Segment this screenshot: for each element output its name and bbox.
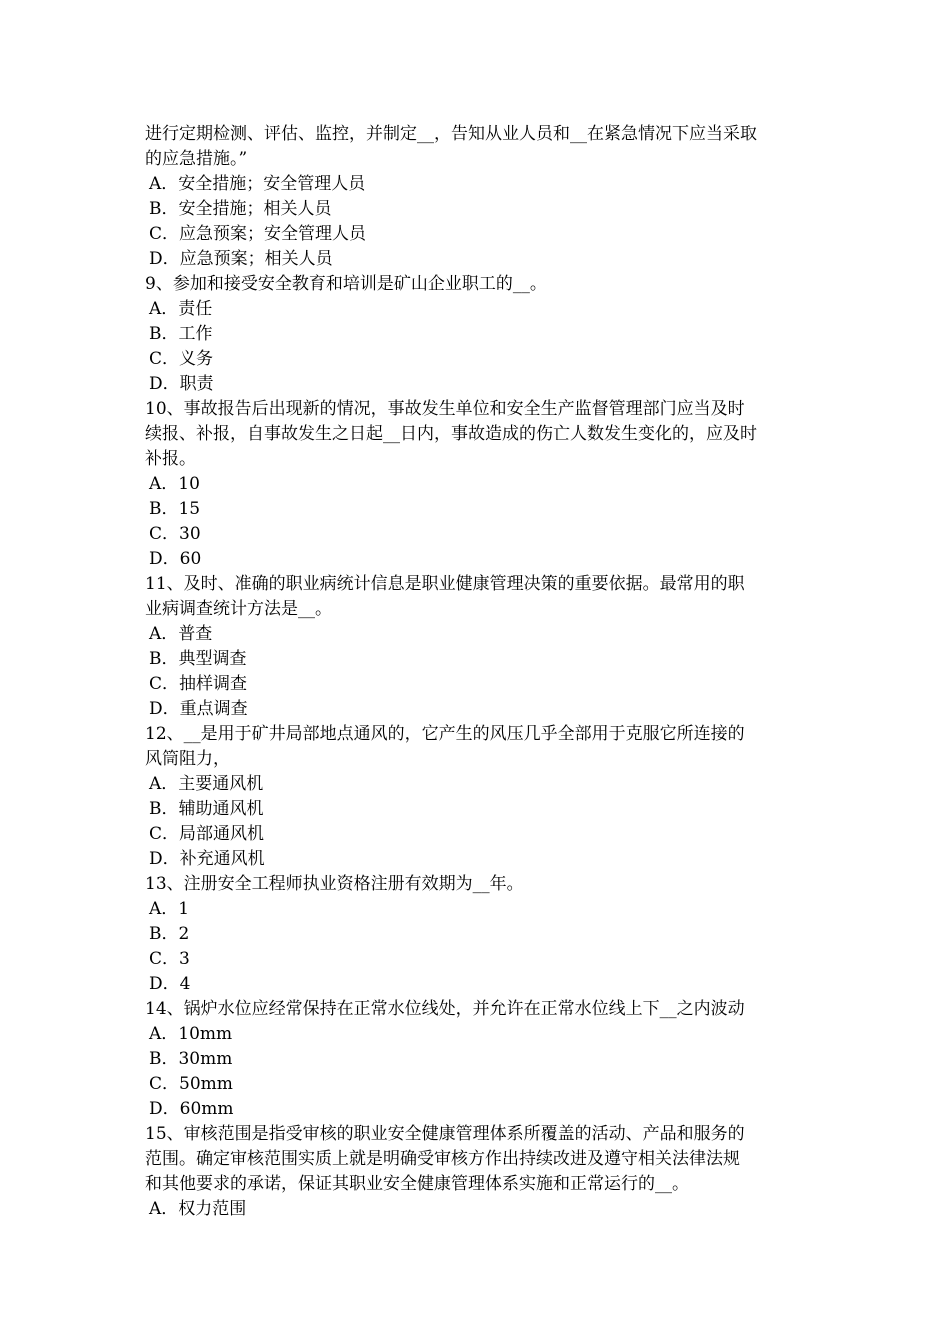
answer-option: B．2 — [149, 924, 190, 944]
question-text-line: 进行定期检测、评估、监控，并制定__，告知从业人员和__在紧急情况下应当采取 — [145, 124, 757, 144]
answer-option: B．15 — [149, 499, 201, 519]
question-text-line: 业病调查统计方法是__。 — [145, 599, 332, 619]
question-text-line: 15、审核范围是指受审核的职业安全健康管理体系所覆盖的活动、产品和服务的 — [145, 1124, 745, 1144]
question-text-line: 和其他要求的承诺，保证其职业安全健康管理体系实施和正常运行的__。 — [145, 1174, 689, 1194]
question-text-line: 续报、补报，自事故发生之日起__日内，事故造成的伤亡人数发生变化的，应及时 — [145, 424, 757, 444]
answer-option: A．安全措施；安全管理人员 — [149, 174, 366, 194]
answer-option: A．权力范围 — [149, 1199, 247, 1219]
question-text-line: 9、参加和接受安全教育和培训是矿山企业职工的__。 — [145, 274, 547, 294]
question-text-line: 范围。确定审核范围实质上就是明确受审核方作出持续改进及遵守相关法律法规 — [145, 1149, 740, 1169]
answer-option: A．1 — [149, 899, 190, 919]
answer-option: D．60 — [149, 549, 202, 569]
answer-option: D．应急预案；相关人员 — [149, 249, 333, 269]
answer-option: C．抽样调查 — [149, 674, 248, 694]
answer-option: C．义务 — [149, 349, 214, 369]
answer-option: C．应急预案；安全管理人员 — [149, 224, 367, 244]
question-text-line: 12、__是用于矿井局部地点通风的，它产生的风压几乎全部用于克服它所连接的 — [145, 724, 745, 744]
question-text-line: 11、及时、准确的职业病统计信息是职业健康管理决策的重要依据。最常用的职 — [145, 574, 745, 594]
answer-option: A．责任 — [149, 299, 213, 319]
answer-option: B．辅助通风机 — [149, 799, 264, 819]
question-text-line: 10、事故报告后出现新的情况，事故发生单位和安全生产监督管理部门应当及时 — [145, 399, 745, 419]
document-body — [145, 122, 810, 1222]
question-text-line: 的应急措施。” — [145, 149, 248, 169]
answer-option: C．3 — [149, 949, 190, 969]
answer-option: A．主要通风机 — [149, 774, 264, 794]
answer-option: C．30 — [149, 524, 201, 544]
question-text-line: 风筒阻力， — [145, 749, 230, 769]
answer-option: D．补充通风机 — [149, 849, 265, 869]
question-text-line: 14、锅炉水位应经常保持在正常水位线处，并允许在正常水位线上下__之内波动 — [145, 999, 745, 1019]
question-text-line: 补报。 — [145, 449, 196, 469]
answer-option: A．10mm — [149, 1024, 233, 1044]
answer-option: D．60mm — [149, 1099, 234, 1119]
answer-option: D．4 — [149, 974, 191, 994]
answer-option: B．工作 — [149, 324, 213, 344]
question-text-line: 13、注册安全工程师执业资格注册有效期为__年。 — [145, 874, 524, 894]
answer-option: B．典型调查 — [149, 649, 247, 669]
answer-option: A．10 — [149, 474, 200, 494]
answer-option: D．重点调查 — [149, 699, 248, 719]
answer-option: C．局部通风机 — [149, 824, 265, 844]
answer-option: A．普查 — [149, 624, 213, 644]
answer-option: D．职责 — [149, 374, 214, 394]
answer-option: B．30mm — [149, 1049, 233, 1069]
answer-option: B．安全措施；相关人员 — [149, 199, 332, 219]
answer-option: C．50mm — [149, 1074, 233, 1094]
